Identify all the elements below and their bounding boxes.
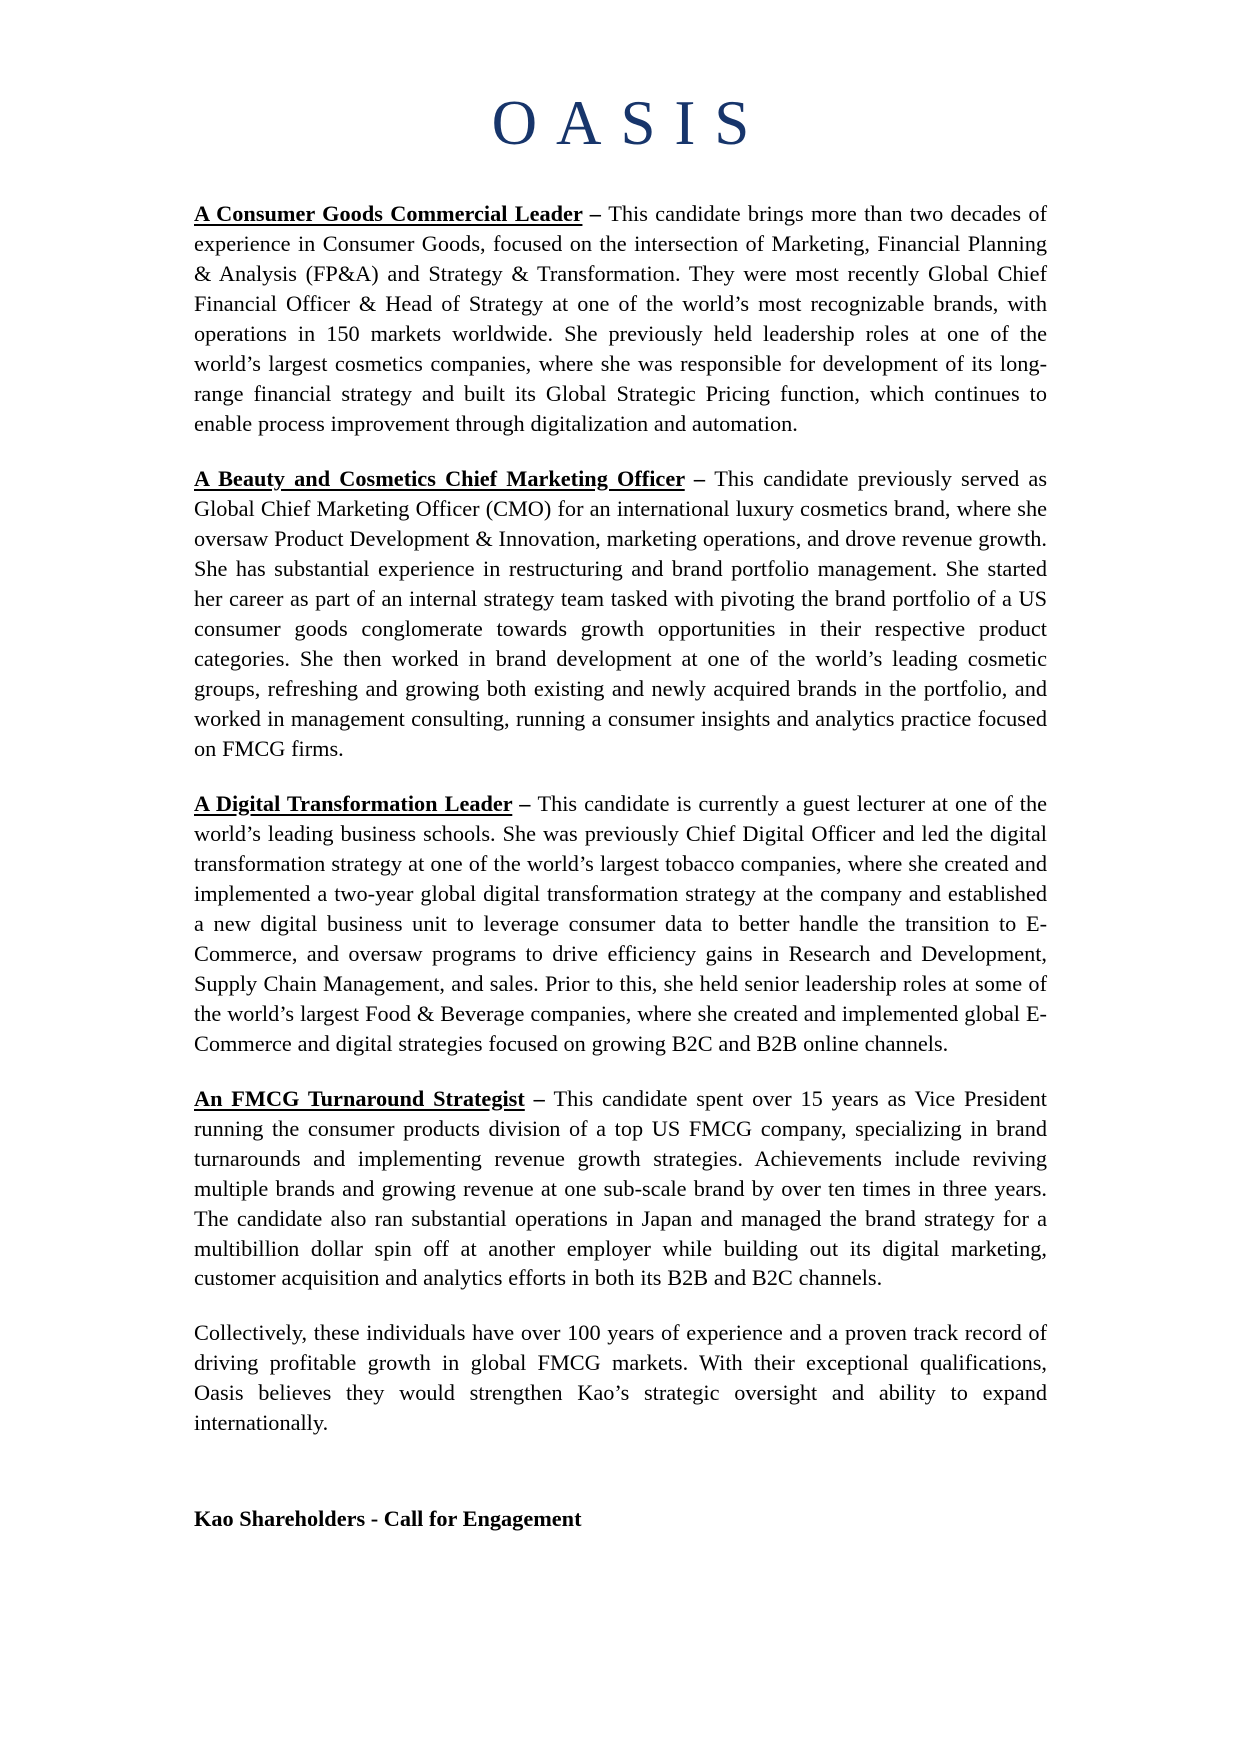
document-body — [194, 155, 1047, 1534]
candidate-dash-1: – — [582, 201, 609, 226]
brand-logo-container — [0, 0, 1241, 158]
candidate-heading-4: An FMCG Turnaround Strategist — [194, 1085, 525, 1111]
candidate-body-2: This candidate previously served as Global Chief Marketing Officer (CMO) for an international luxury cosmetics brand, where she oversaw Product Development & Innovation, marketing operations, and drove revenue growth. She has substantial experience in restructuring and brand portfolio management. She started her career as part of an internal strategy team tasked with pivoting the brand portfolio of a US consumer goods conglomerate towards growth opportunities in their respective product categories. She then worked in brand development at one of the world’s leading cosmetic groups, refreshing and growing both existing and newly acquired brands in the portfolio, and worked in management consulting, running a consumer insights and analytics practice focused on FMCG firms. — [194, 465, 1047, 761]
candidate-heading-2: A Beauty and Cosmetics Chief Marketing Officer — [194, 465, 685, 491]
candidate-heading-3: A Digital Transformation Leader — [194, 790, 513, 816]
candidate-dash-3: – — [512, 790, 538, 816]
candidate-heading-1: A Consumer Goods Commercial Leader — [194, 201, 583, 226]
footer-heading: Kao Shareholders - Call for Engagement — [194, 1506, 582, 1532]
candidate-body-1: This candidate brings more than two decades of experience in Consumer Goods, focused on the intersection of Marketing, Financial Planning & Analysis (FP&A) and Strategy & Transformation. They were most recently Global Chief Financial Officer & Head of Strategy at one of the world’s most recognizable brands, with operations in 150 markets worldwide. She previously held leadership roles at one of the world’s largest cosmetics companies, where she was responsible for development of its long-range financial strategy and built its Global Strategic Pricing function, which continues to enable process improvement through digitalization and automation. — [194, 201, 1047, 436]
closing-paragraph: Collectively, these individuals have over 100 years of experience and a proven track record of driving profitable growth in global FMCG markets. With their exceptional qualifications, Oasis believes they would strengthen Kao’s strategic oversight and ability to expand internationally. — [194, 1320, 1047, 1436]
candidate-paragraph-2 — [194, 464, 1047, 764]
candidate-dash-2: – — [684, 465, 715, 491]
oasis-wordmark-logo: OASIS — [491, 88, 769, 158]
candidate-dash-4: – — [524, 1085, 554, 1111]
candidate-body-4: This candidate spent over 15 years as Vice President running the consumer products division of a top US FMCG company, specializing in brand turnarounds and implementing revenue growth strategies. Achievements include reviving multiple brands and growing revenue at one sub-scale brand by over ten times in three years. The candidate also ran substantial operations in Japan and managed the brand strategy for a multibillion dollar spin off at another employer while building out its digital marketing, customer acquisition and analytics efforts in both its B2B and B2C channels. — [194, 1085, 1047, 1291]
candidate-paragraph-4 — [194, 1084, 1047, 1294]
candidate-paragraph-1 — [194, 199, 1047, 439]
candidate-paragraph-3 — [194, 789, 1047, 1059]
candidate-body-3: This candidate is currently a guest lecturer at one of the world’s leading business schools. She was previously Chief Digital Officer and led the digital transformation strategy at one of the world’s largest tobacco companies, where she created and implemented a two-year global digital transformation strategy at the company and established a new digital business unit to leverage consumer data to better handle the transition to E-Commerce, and oversaw programs to drive efficiency gains in Research and Development, Supply Chain Management, and sales. Prior to this, she held senior leadership roles at some of the world’s largest Food & Beverage companies, where she created and implemented global E-Commerce and digital strategies focused on growing B2C and B2B online channels. — [194, 790, 1047, 1056]
